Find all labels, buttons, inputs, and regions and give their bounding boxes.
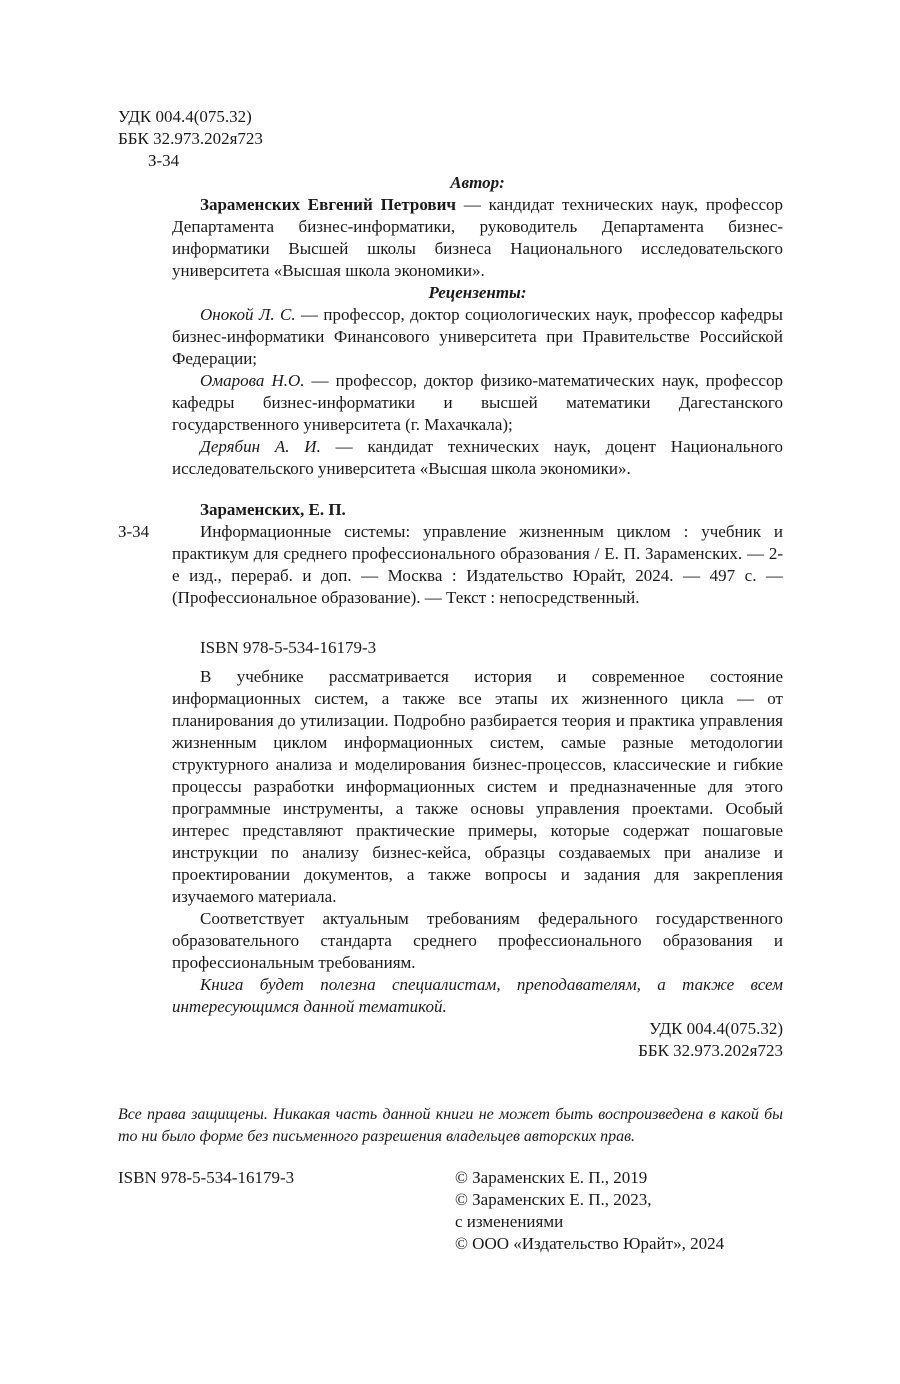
- annotation-paragraph: Соответствует актуальным требованиям федерального государственного образовательного стандарта среднего профессионального образования и профессиональным требованиям.: [172, 909, 783, 972]
- reviewers-heading: Рецензенты:: [428, 283, 527, 302]
- author-sign: З-34: [148, 151, 180, 170]
- reviewer-name: Онокой Л. С.: [200, 305, 296, 324]
- copyright-line: © Зараменских Е. П., 2023,: [455, 1190, 652, 1209]
- reviewer-bio: — профессор, доктор физико-математических наук, профессор кафедры бизнес-информатики и высшей математики Дагестанского государственного университета (г. Махачкала);: [172, 371, 783, 434]
- bbk-code: ББК 32.973.202я723: [118, 129, 263, 148]
- copyright-line: © ООО «Издательство Юрайт», 2024: [455, 1234, 725, 1253]
- reviewer-name: Омарова Н.О.: [200, 371, 305, 390]
- udk-code: УДК 004.4(075.32): [118, 107, 252, 126]
- author-heading: Автор:: [450, 173, 505, 192]
- author-section: [172, 172, 783, 480]
- bibliography-entry: Информационные системы: управление жизненным циклом : учебник и практикум для среднего профессионального образования / Е. П. Зараменских. — 2-е изд., перераб. и доп. — Москва : Издательство Юрайт, 2024. — 497 с. — (Профессиональное образование). — Текст : непосредственный.: [172, 522, 783, 607]
- author-name: Зараменских Евгений Петрович: [200, 195, 456, 214]
- copyright-line: © Зараменских Е. П., 2019: [455, 1168, 648, 1187]
- copyright-line: с изменениями: [455, 1212, 564, 1231]
- udk-code: УДК 004.4(075.32): [649, 1019, 783, 1038]
- annotation-paragraph: В учебнике рассматривается история и современное состояние информационных систем, а также все этапы их жизненного цикла — от планирования до утилизации. Подробно разбирается теория и практика управления жизненным циклом информационных систем, самые разные методологии структурного анализа и моделирования бизнес-процессов, классические и гибкие процессы разработки информационных систем и предназначенные для этого программные инструменты, а также основы управления проектами. Особый интерес представляют практические примеры, которые содержат пошаговые инструкции по анализу бизнес-кейса, образцы создаваемых при анализе и проектировании документов, а также вопросы и задания для закрепления изучаемого материала.: [172, 667, 783, 906]
- bibliography-isbn: ISBN 978-5-534-16179-3: [200, 638, 377, 657]
- author-description: [172, 194, 783, 282]
- bibliography-author: Зараменских, Е. П.: [200, 500, 346, 519]
- reviewer: [172, 370, 783, 436]
- footer-isbn: ISBN 978-5-534-16179-3: [118, 1168, 295, 1187]
- reviewer: [172, 304, 783, 370]
- copyright-block: [455, 1167, 724, 1255]
- classification-footer: [172, 1018, 783, 1062]
- bibliography-sign: З-34: [118, 522, 150, 541]
- annotation: [172, 666, 783, 1062]
- reviewer: [172, 436, 783, 480]
- annotation-audience: Книга будет полезна специалистам, преподавателям, а также всем интересующимся данной тематикой.: [172, 975, 783, 1016]
- reviewer-bio: — профессор, доктор социологических наук, профессор кафедры бизнес-информатики Финансового университета при Правительстве Российской Федерации;: [172, 305, 783, 368]
- reviewer-bio: — кандидат технических наук, доцент Национального исследовательского университета «Высшая школа экономики».: [172, 437, 783, 478]
- rights-notice: Все права защищены. Никакая часть данной книги не может быть воспроизведена в какой бы то ни было форме без письменного разрешения владельцев авторских прав.: [118, 1106, 783, 1145]
- author-bio: — кандидат технических наук, профессор Департамента бизнес-информатики, руководитель Департамента бизнес-информатики Высшей школы бизнеса Национального исследовательского университета «Высшая школа экономики».: [172, 195, 784, 280]
- bbk-code: ББК 32.973.202я723: [638, 1041, 783, 1060]
- reviewer-name: Дерябин А. И.: [200, 437, 321, 456]
- classification-header: [118, 106, 263, 172]
